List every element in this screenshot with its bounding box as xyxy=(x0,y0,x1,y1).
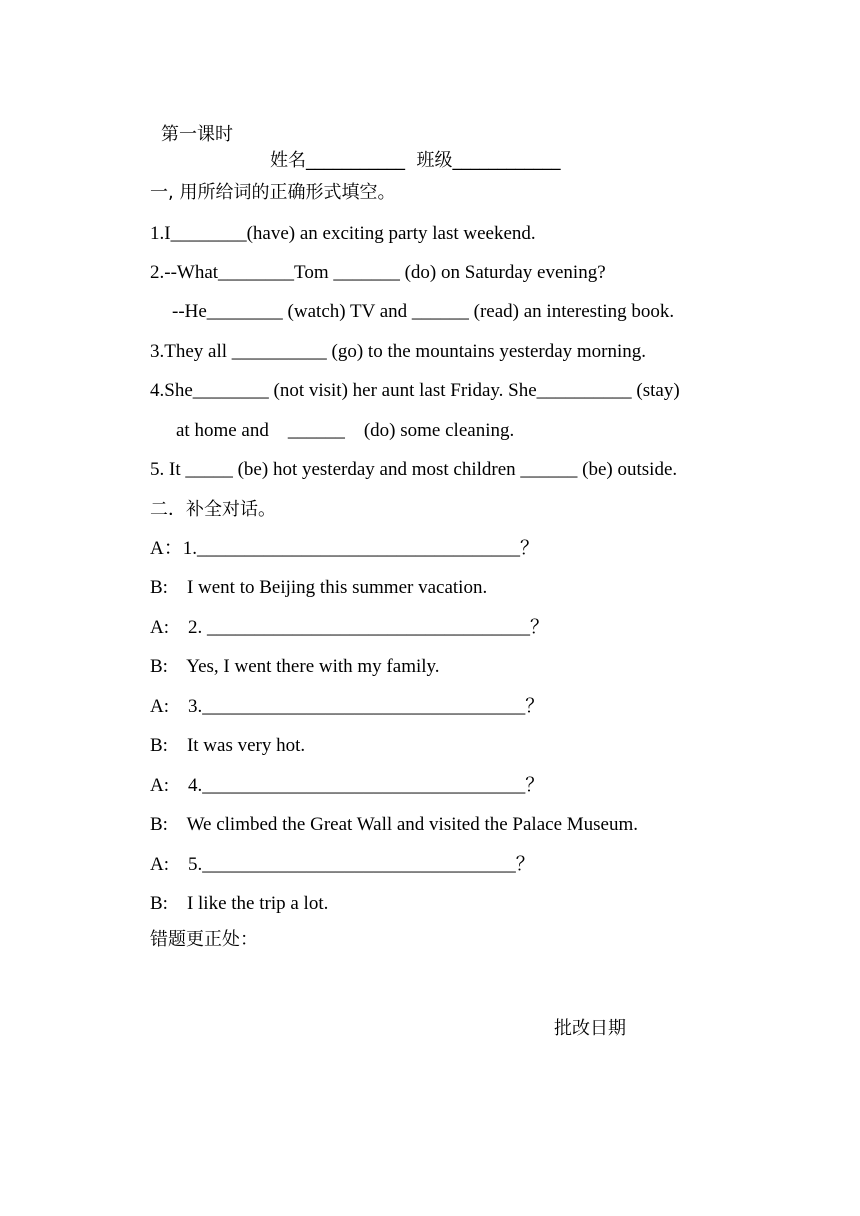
section-one-title: 一, 用所给词的正确形式填空。 xyxy=(150,182,396,203)
question-4a: 4.She________ (not visit) her aunt last Friday. She__________ (stay) xyxy=(150,380,680,401)
question-1: 1.I________(have) an exciting party last weekend. xyxy=(150,223,536,244)
dialog-line: A: 3.__________________________________？ xyxy=(150,696,545,717)
question-5: 5. It _____ (be) hot yesterday and most children ______ (be) outside. xyxy=(150,459,678,480)
question-4b: at home and ______ (do) some cleaning. xyxy=(176,420,515,441)
dialog-line: A: 2. __________________________________？ xyxy=(150,617,550,638)
name-class-line: 姓名___________ 班级____________ xyxy=(270,150,561,171)
lesson-title: 第一课时 xyxy=(161,124,233,145)
correction-area-label: 错题更正处： xyxy=(150,929,258,950)
dialog-line: A：1.__________________________________？ xyxy=(150,538,539,559)
question-2b: --He________ (watch) TV and ______ (read) an interesting book. xyxy=(172,301,675,322)
question-3: 3.They all __________ (go) to the mountains yesterday morning. xyxy=(150,341,647,362)
dialog-line: B: I like the trip a lot. xyxy=(150,893,329,914)
dialog-line: B: We climbed the Great Wall and visited the Palace Museum. xyxy=(150,814,639,835)
dialog-line: B: Yes, I went there with my family. xyxy=(150,656,440,677)
grading-date-label: 批改日期 xyxy=(554,1018,626,1039)
section-two-title: 二．补全对话。 xyxy=(150,499,276,520)
dialog-line: B: It was very hot. xyxy=(150,735,306,756)
dialog-line: B: I went to Beijing this summer vacation. xyxy=(150,577,488,598)
question-2a: 2.--What________Tom _______ (do) on Saturday evening? xyxy=(150,262,606,283)
dialog-line: A: 5._________________________________？ xyxy=(150,854,535,875)
dialog-line: A: 4.__________________________________？ xyxy=(150,775,545,796)
